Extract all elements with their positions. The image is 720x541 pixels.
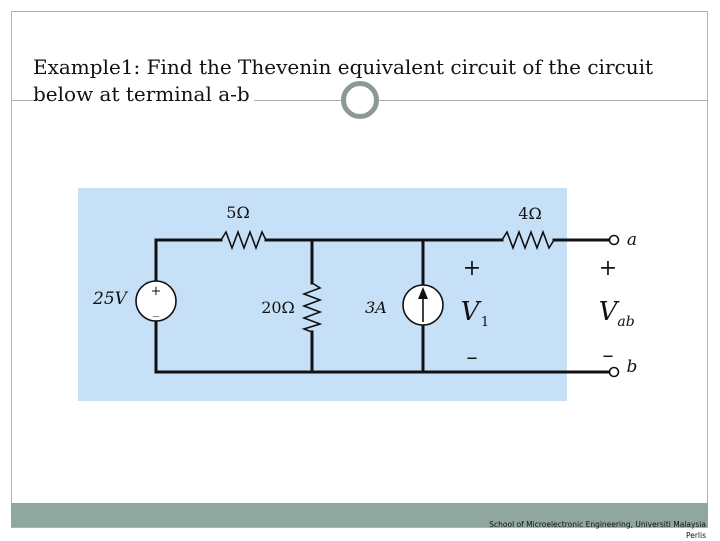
terminal-b-label: b — [626, 357, 638, 377]
resistor-20-ohm-label: 20Ω — [261, 298, 295, 317]
resistor-4-ohm-icon — [502, 232, 554, 248]
footer-line-1: School of Microelectronic Engineering, Universiti Malaysia — [489, 520, 706, 529]
current-source-label: 3A — [365, 298, 387, 317]
vab-minus-sign: – — [602, 343, 614, 368]
resistor-5-ohm-icon — [221, 232, 266, 248]
title-line-2: below at terminal a-b — [33, 81, 254, 108]
current-source-icon — [403, 285, 443, 325]
resistor-20-ohm-icon — [304, 283, 320, 332]
v1-plus-sign: + — [462, 256, 482, 281]
terminal-b-node-icon — [610, 368, 619, 377]
source-plus-sign: + — [150, 284, 162, 299]
v1-subscript: 1 — [480, 315, 490, 330]
footer-institution — [406, 519, 706, 541]
terminal-a-node-icon — [610, 236, 619, 245]
source-voltage-label: 25V — [93, 289, 127, 309]
terminal-a-label: a — [626, 230, 638, 250]
resistor-5-ohm-label: 5Ω — [226, 203, 250, 222]
v1-minus-sign: – — [466, 345, 478, 370]
source-minus-sign: _ — [152, 303, 160, 318]
footer-line-2: Perlis — [685, 531, 706, 540]
vab-subscript: ab — [617, 314, 635, 330]
title-line-1: Example1: Find the Thevenin equivalent circuit of the circuit — [33, 55, 654, 79]
v1-symbol: V — [460, 297, 480, 327]
resistor-4-ohm-label: 4Ω — [518, 204, 542, 223]
vab-plus-sign: + — [598, 256, 618, 281]
vab-symbol: V — [598, 297, 618, 327]
